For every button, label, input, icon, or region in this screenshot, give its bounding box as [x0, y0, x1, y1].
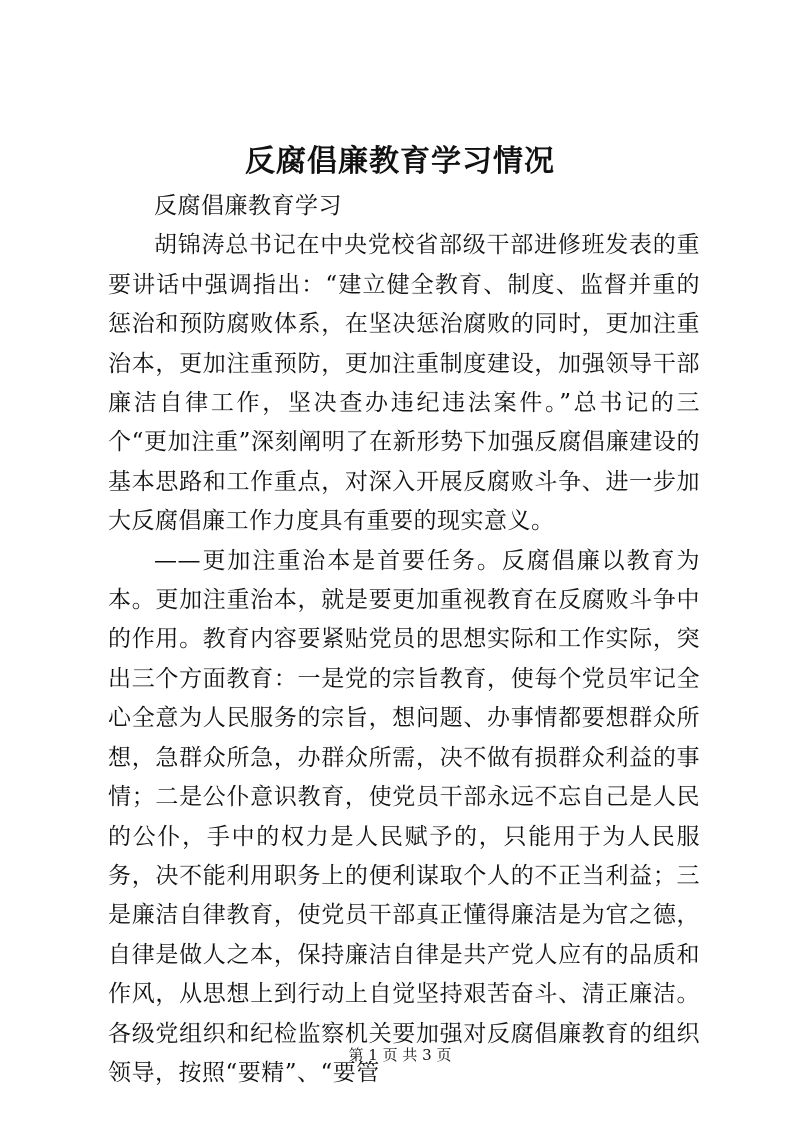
document-title: 反腐倡廉教育学习情况: [245, 144, 555, 179]
body-paragraph: 胡锦涛总书记在中央党校省部级干部进修班发表的重要讲话中强调指出：“建立健全教育、制度、监督并重的惩治和预防腐败体系，在坚决惩治腐败的同时，更加注重治本，更加注重预防，更加注重制度建设，加强领导干部廉洁自律工作，坚决查办违纪违法案件。”总书记的三个“更加注重”深刻阐明了在新形势下加强反腐倡廉建设的基本思路和工作重点，对深入开展反腐败斗争、进一步加大反腐倡廉工作力度具有重要的现实意义。: [108, 232, 700, 535]
page-number-footer: 第 1 页 共 3 页: [348, 1046, 452, 1064]
body-paragraph: ——更加注重治本是首要任务。反腐倡廉以教育为本。更加注重治本，就是要更加重视教育在反腐败斗争中的作用。教育内容要紧贴党员的思想实际和工作实际，突出三个方面教育：一是党的宗旨教育，使每个党员牢记全心全意为人民服务的宗旨，想问题、办事情都要想群众所想，急群众所急，办群众所需，决不做有损群众利益的事情；二是公仆意识教育，使党员干部永远不忘自己是人民的公仆，手中的权力是人民赋予的，只能用于为人民服务，决不能利用职务上的便利谋取个人的不正当利益；三是廉洁自律教育，使党员干部真正懂得廉洁是为官之德，自律是做人之本，保持廉洁自律是共产党人应有的品质和作风，从思想上到行动上自觉坚持艰苦奋斗、清正廉洁。各级党组织和纪检监察机关要加强对反腐倡廉教育的组织领导，按照“要精”、“要管: [108, 547, 700, 1086]
subtitle-paragraph: 反腐倡廉教育学习: [154, 193, 342, 219]
document-body: [108, 187, 700, 1093]
